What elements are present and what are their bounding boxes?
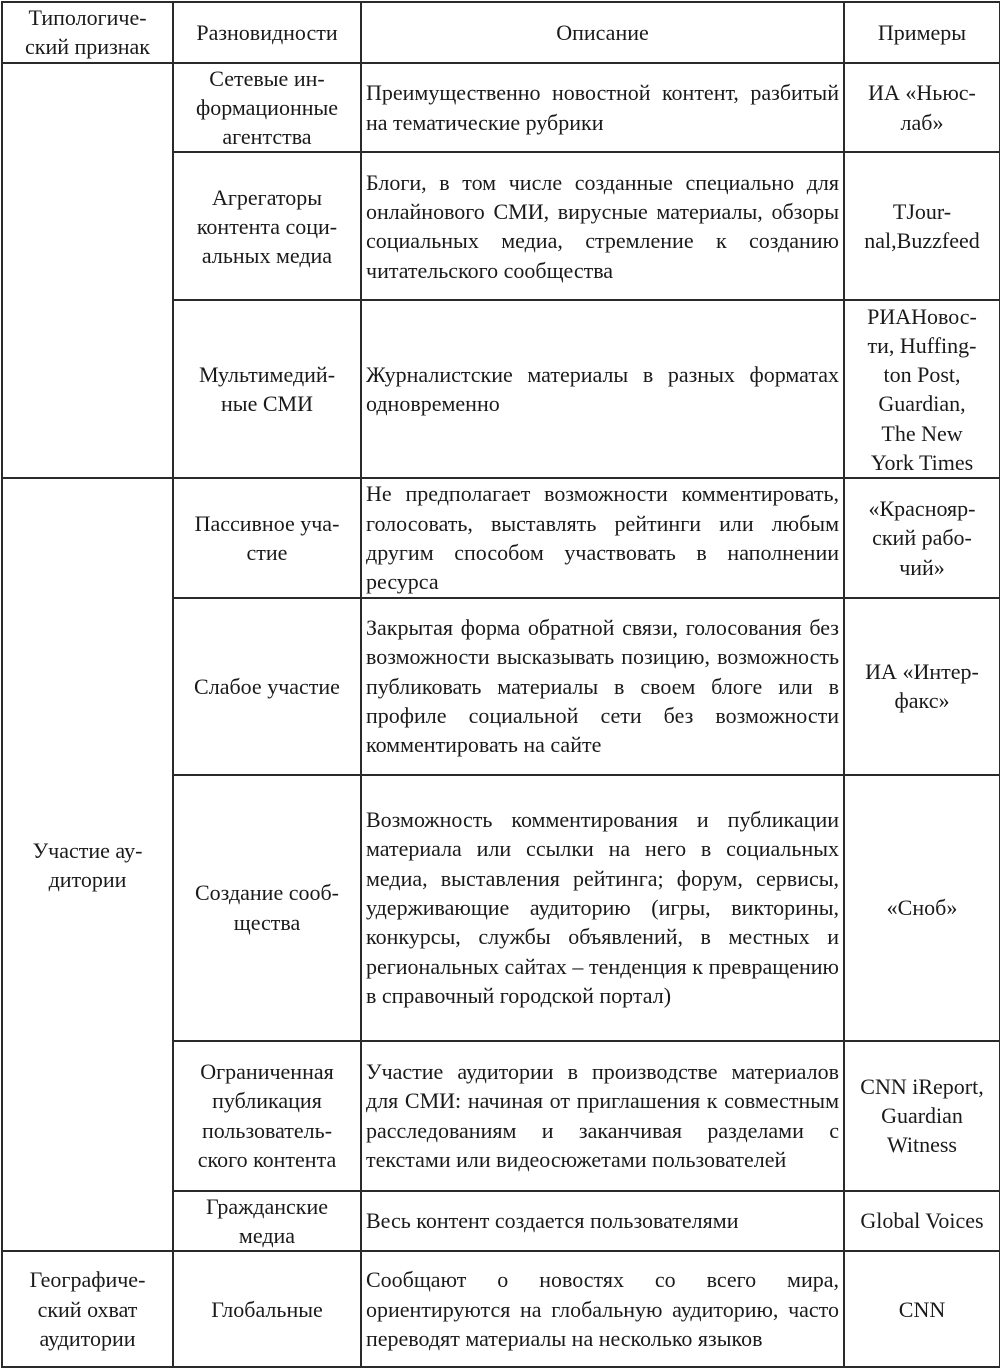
description-cell: Участие аудитории в производстве материалов для СМИ: начиная от приглашения к совместным расследованиям и заканчивая разделами с текстами или видеосюжетами пользователей [361,1041,844,1191]
variety-line: Агрегаторы [212,184,322,210]
typology-table [1,1,1000,1368]
examples-cell [844,152,1000,300]
header-variety: Разновидности [173,2,361,63]
variety-line: пользователь- [201,1117,333,1143]
header-feature-line: Типологиче- [28,5,147,30]
example-line: ский рабо- [872,525,972,551]
description-cell: Весь контент создается пользователями [361,1191,844,1252]
example-line: ИА «Ньюс- [868,80,976,106]
header-feature-line: ский признак [25,34,150,60]
description-cell: Возможность комментирования и публикации материала или ссылки на него в социальных медиа, выставления рейтинга; форум, сервисы, удерживающие аудиторию (игры, викторины, конкурсы, службы объявлений, в местных и региональных сайтах – тенденция к превращению в справочный городской портал) [361,775,844,1041]
example-line: York Times [870,450,974,476]
header-description: Описание [361,2,844,63]
variety-line: Мультимедий- [198,362,336,388]
typology-feature-cell [2,478,173,1251]
variety-line: медиа [238,1222,296,1248]
variety-line: Сетевые ин- [209,65,325,91]
feature-line: Участие ау- [32,837,143,863]
example-line: Global Voices [860,1208,984,1234]
variety-line: альных медиа [201,243,333,269]
variety-cell [173,1041,361,1191]
variety-line: Ограниченная [200,1059,334,1085]
example-line: Guardian [881,1103,963,1129]
variety-line: контента соци- [196,213,338,239]
examples-cell [844,478,1000,597]
description-cell: Закрытая форма обратной связи, голосования без возможности высказывать позицию, возможность публиковать материалы в своем блоге или в профиле социальной сети без возможности комментировать на сайте [361,598,844,775]
variety-line: Гражданские [205,1193,329,1219]
variety-line: публикация [212,1088,322,1114]
variety-line: агентства [222,124,312,150]
variety-cell [173,598,361,775]
description-cell: Сообщают о новостях со всего мира, ориентируются на глобальную аудиторию, часто переводят материалы на несколько языков [361,1251,844,1367]
variety-cell [173,1251,361,1367]
variety-line: ского контента [197,1146,337,1172]
example-line: «Сноб» [886,895,958,921]
example-line: ИА «Интер- [865,658,979,684]
example-line: «Краснояр- [868,496,976,522]
variety-cell [173,775,361,1041]
feature-line: ский охват [37,1296,138,1322]
variety-line: Глобальные [211,1296,323,1322]
table-header-row [2,2,1000,63]
variety-line: щества [233,909,301,935]
examples-cell [844,1251,1000,1367]
examples-cell [844,1041,1000,1191]
example-line: Guardian, [878,391,966,417]
example-line: чий» [899,554,945,580]
examples-cell [844,598,1000,775]
variety-cell [173,63,361,153]
variety-cell [173,300,361,478]
example-line: CNN [898,1296,946,1322]
feature-line: Географиче- [29,1267,146,1293]
variety-line: ные СМИ [221,391,313,417]
example-line: ти, Huffing- [867,332,977,358]
variety-line: Создание сооб- [194,880,340,906]
description-cell: Преимущественно новостной контент, разбитый на тематические рубрики [361,63,844,153]
table-body [2,63,1000,1368]
header-feature [2,2,173,63]
example-line: CNN iReport, [860,1073,984,1099]
typology-feature-cell [2,63,173,479]
typology-feature-cell [2,1251,173,1367]
variety-cell [173,152,361,300]
variety-cell [173,478,361,597]
variety-line: стие [246,540,288,566]
variety-cell [173,1191,361,1252]
example-line: TJour- [892,199,952,225]
description-cell: Не предполагает возможности комментировать, голосовать, выставлять рейтинги или любым другим способом участвовать в наполнении ресурса [361,478,844,597]
description-cell: Блоги, в том числе созданные специально для онлайнового СМИ, вирусные материалы, обзоры социальных медиа, стремление к созданию читательского сообщества [361,152,844,300]
variety-line: формационные [195,94,339,120]
example-line: РИАНовос- [867,303,977,329]
table-row [2,63,1000,153]
feature-line: аудитории [39,1325,136,1351]
description-cell: Журналистские материалы в разных форматах одновременно [361,300,844,478]
example-line: лаб» [900,109,944,135]
examples-cell [844,300,1000,478]
examples-cell [844,1191,1000,1252]
example-line: факс» [894,688,950,714]
example-line: ton Post, [883,362,961,388]
header-examples: Примеры [844,2,1000,63]
example-line: The New [881,420,963,446]
examples-cell [844,63,1000,153]
example-line: nal,Buzzfeed [864,228,980,254]
table-row [2,1251,1000,1367]
feature-line: дитории [48,866,127,892]
variety-line: Слабое участие [194,673,340,699]
table-row [2,478,1000,597]
examples-cell [844,775,1000,1041]
variety-line: Пассивное уча- [194,510,340,536]
example-line: Witness [887,1132,957,1158]
